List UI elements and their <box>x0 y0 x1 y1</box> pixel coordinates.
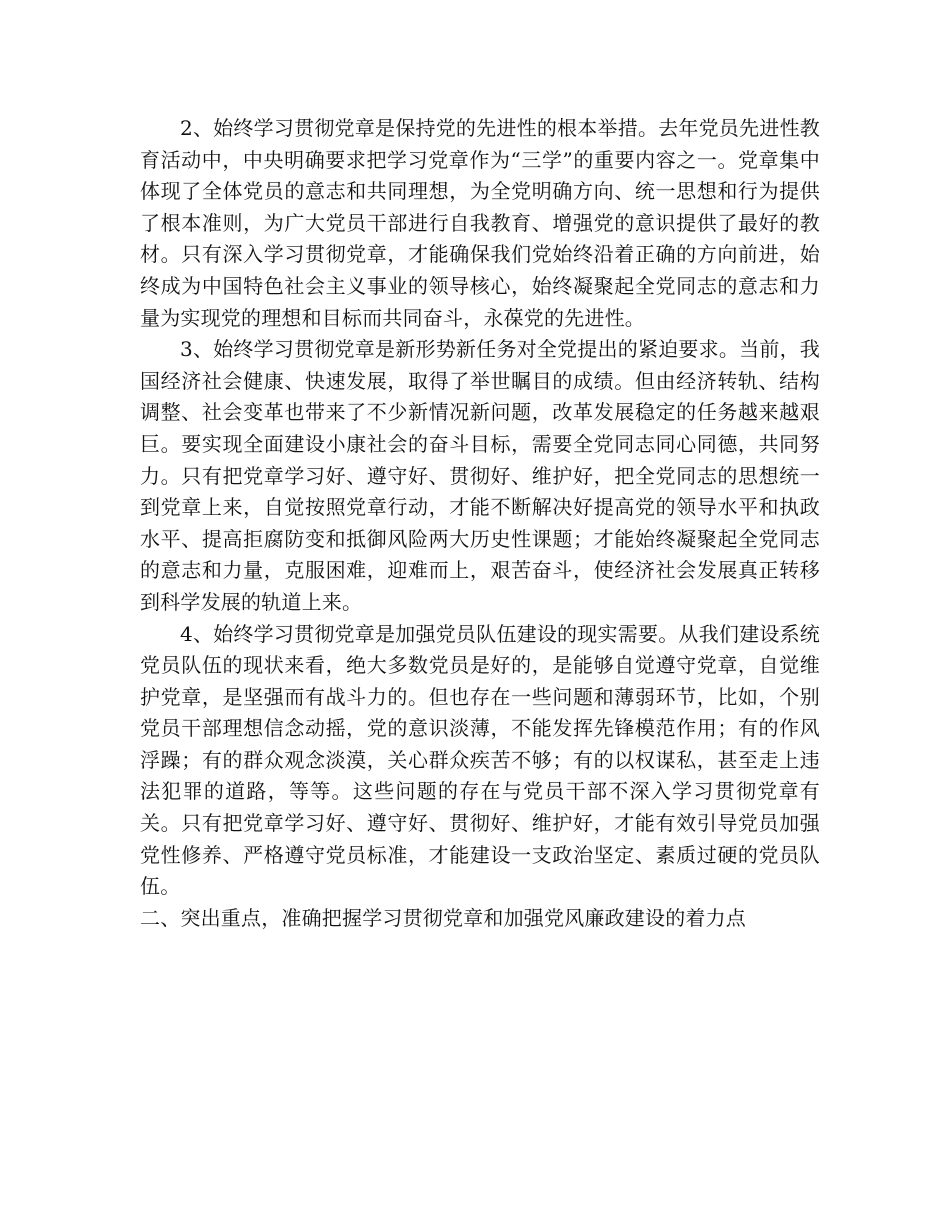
document-body <box>140 113 820 934</box>
paragraph-3: 3、始终学习贯彻党章是新形势新任务对全党提出的紧迫要求。当前，我国经济社会健康、快速发展，取得了举世瞩目的成绩。但由经济转轨、结构调整、社会变革也带来了不少新情况新问题，改革发展稳定的任务越来越艰巨。要实现全面建设小康社会的奋斗目标，需要全党同志同心同德，共同努力。只有把党章学习好、遵守好、贯彻好、维护好，把全党同志的思想统一到党章上来，自觉按照党章行动，才能不断解决好提高党的领导水平和执政水平、提高拒腐防变和抵御风险两大历史性课题；才能始终凝聚起全党同志的意志和力量，克服困难，迎难而上，艰苦奋斗，使经济社会发展真正转移到科学发展的轨道上来。 <box>140 337 820 614</box>
section-heading: 二、突出重点，准确把握学习贯彻党章和加强党风廉政建设的着力点 <box>140 905 746 930</box>
paragraph-4: 4、始终学习贯彻党章是加强党员队伍建设的现实需要。从我们建设系统党员队伍的现状来看，绝大多数党员是好的，是能够自觉遵守党章，自觉维护党章，是坚强而有战斗力的。但也存在一些问题和薄弱环节，比如，个别党员干部理想信念动摇，党的意识淡薄，不能发挥先锋模范作用；有的作风浮躁；有的群众观念淡漠，关心群众疾苦不够；有的以权谋私，甚至走上违法犯罪的道路，等等。这些问题的存在与党员干部不深入学习贯彻党章有关。只有把党章学习好、遵守好、贯彻好、维护好，才能有效引导党员加强党性修养、严格遵守党员标准，才能建设一支政治坚定、素质过硬的党员队伍。 <box>140 621 820 899</box>
paragraph-2: 2、始终学习贯彻党章是保持党的先进性的根本举措。去年党员先进性教育活动中，中央明确要求把学习党章作为“三学”的重要内容之一。党章集中体现了全体党员的意志和共同理想，为全党明确方向、统一思想和行为提供了根本准则，为广大党员干部进行自我教育、增强党的意识提供了最好的教材。只有深入学习贯彻党章，才能确保我们党始终沿着正确的方向前进，始终成为中国特色社会主义事业的领导核心，始终凝聚起全党同志的意志和力量为实现党的理想和目标而共同奋斗，永葆党的先进性。 <box>140 116 820 330</box>
